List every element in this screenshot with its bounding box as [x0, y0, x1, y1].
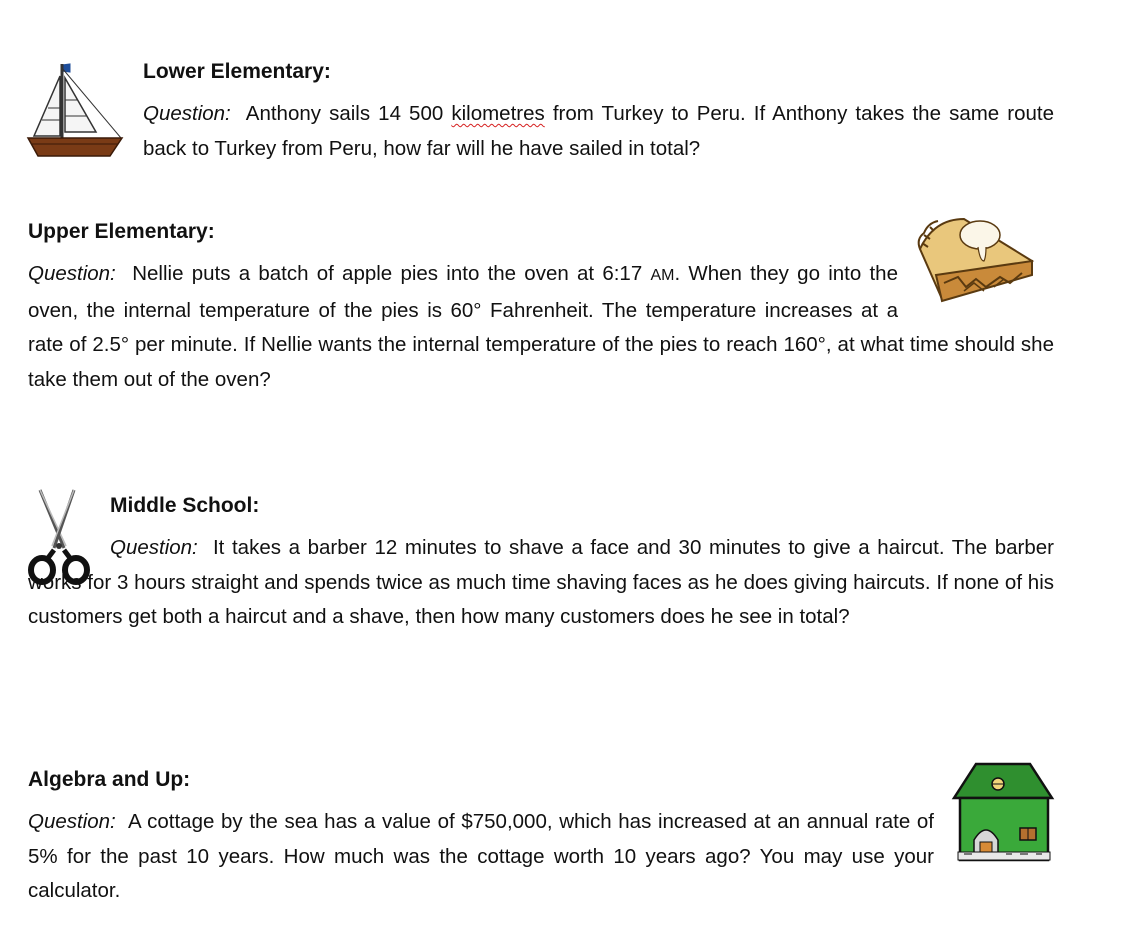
question-text-part: . When they go into the oven, the internal temperature of the pies is 60° Fahrenheit. The temperature increases at a rate of 2.5° per minute. If Nellie wants the internal temperature of the pies to reach 160°, at what time should she take them out of the oven? [28, 262, 1054, 391]
section-heading-middle-school: Middle School: [110, 494, 260, 517]
question-middle-school [28, 531, 1054, 635]
spellcheck-flagged-word[interactable]: kilometres [451, 102, 545, 125]
house-icon [950, 758, 1056, 868]
question-text-part: Anthony sails 14 500 [245, 102, 452, 125]
pie-slice-icon [914, 209, 1054, 301]
question-label: Question: [110, 536, 198, 559]
question-text-part: Nellie puts a batch of apple pies into the oven at 6:17 [132, 262, 651, 285]
question-upper-elementary [28, 257, 1054, 397]
question-label: Question: [28, 810, 116, 833]
question-algebra-and-up [28, 805, 934, 909]
question-text: A cottage by the sea has a value of $750,000, which has increased at an annual rate of 5% for the past 10 years. How much was the cottage worth 10 years ago? You may use your calculator. [28, 810, 934, 902]
section-heading-upper-elementary: Upper Elementary: [28, 220, 215, 243]
question-label: Question: [28, 262, 116, 285]
question-lower-elementary [143, 97, 1054, 166]
time-suffix: AM [650, 267, 675, 284]
section-heading-algebra-and-up: Algebra and Up: [28, 768, 191, 791]
question-text: It takes a barber 12 minutes to shave a face and 30 minutes to give a haircut. The barber works for 3 hours straight and spends twice as much time shaving faces as he does giving haircuts. If none of his customers get both a haircut and a shave, then how many customers does he see in total? [28, 536, 1054, 628]
section-heading-lower-elementary: Lower Elementary: [143, 60, 331, 83]
question-text-part: from Turkey to Peru. If Anthony takes the same route back to Turkey from Peru, how far will he have sailed in total? [143, 102, 1054, 160]
sailboat-icon [26, 60, 126, 160]
question-label: Question: [143, 102, 231, 125]
